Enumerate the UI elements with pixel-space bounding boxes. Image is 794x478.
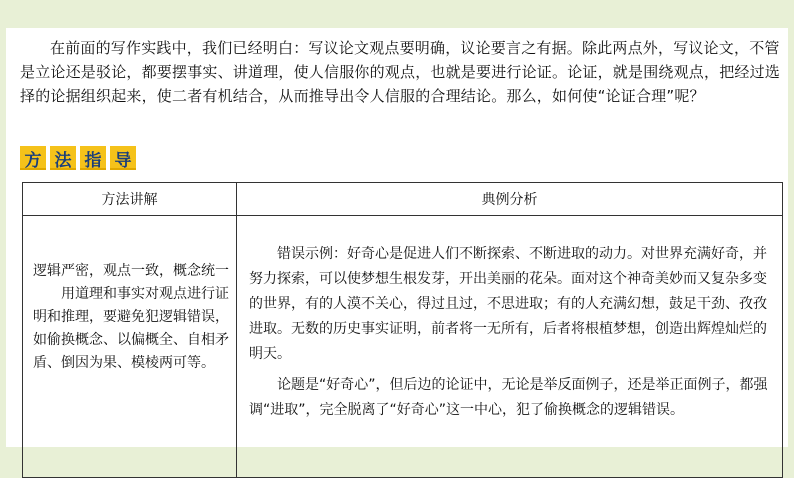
method-table xyxy=(22,182,783,478)
section-heading-method-guide xyxy=(20,146,136,172)
heading-char: 导 xyxy=(110,146,136,170)
table-row xyxy=(23,216,783,478)
method-cell xyxy=(23,216,237,478)
intro-paragraph xyxy=(20,36,780,108)
intro-text: 在前面的写作实践中，我们已经明白：写议论文观点要明确，议论要言之有据。除此两点外，写议论文，不管是立论还是驳论，都要摆事实、讲道理，使人信服你的观点，也就是要进行论证。论证，就是围绕观点，把经过选择的论据组织起来，使二者有机结合，从而推导出令人信服的合理结论。那么，如何使“论证合理”呢？ xyxy=(20,39,781,105)
column-header-method: 方法讲解 xyxy=(23,183,237,216)
method-description: 用道理和事实对观点进行证明和推理，要避免犯逻辑错误，如偷换概念、以偏概全、自相矛盾、倒因为果、模棱两可等。 xyxy=(33,286,229,371)
method-title: 逻辑严密，观点一致，概念统一 xyxy=(33,263,229,279)
example-wrong: 错误示例：好奇心是促进人们不断探索、不断进取的动力。对世界充满好奇，并努力探索，可以使梦想生根发芽，开出美丽的花朵。面对这个神奇美妙而又复杂多变的世界，有的人漠不关心，得过且过，不思进取；有的人充满幻想，鼓足干劲、孜孜进取。无数的历史事实证明，前者将一无所有，后者将根植梦想，创造出辉煌灿烂的明天。 xyxy=(249,246,767,362)
heading-char: 指 xyxy=(80,146,106,170)
example-cell xyxy=(237,216,783,478)
table-header-row xyxy=(23,183,783,216)
heading-char: 方 xyxy=(20,146,46,170)
example-analysis: 论题是“好奇心”，但后边的论证中，无论是举反面例子，还是举正面例子，都强调“进取”，完全脱离了“好奇心”这一中心，犯了偷换概念的逻辑错误。 xyxy=(249,377,768,418)
heading-char: 法 xyxy=(50,146,76,170)
column-header-example: 典例分析 xyxy=(237,183,783,216)
document-page xyxy=(6,28,788,447)
